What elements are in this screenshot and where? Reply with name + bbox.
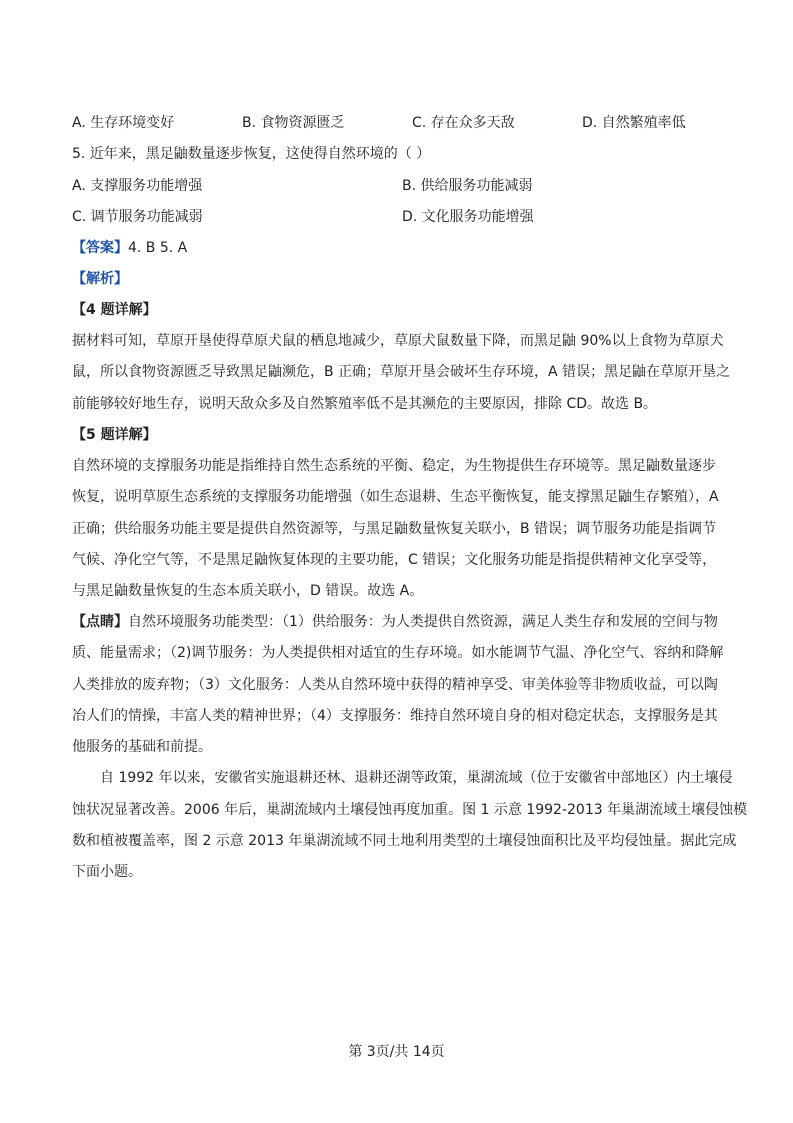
analysis-tag: 【解析】 (72, 271, 128, 287)
q4-option-a: A. 生存环境变好 (72, 115, 175, 131)
tip-first-line (72, 612, 718, 632)
answer-line (72, 238, 724, 258)
tip-line: 他服务的基础和前提。 (72, 739, 212, 755)
q5-option-b: B. 供给服务功能减弱 (402, 178, 533, 194)
q4-option-c: C. 存在众多天敌 (412, 115, 515, 131)
passage-line: 自 1992 年以来，安徽省实施退耕还林、退耕还湖等政策，巢湖流域（位于安徽省中部地区）内土壤侵 (100, 770, 733, 786)
detail4-line: 据材料可知，草原开垦使得草原犬鼠的栖息地减少，草原犬鼠数量下降，而黑足鼬 90%以上食物为草原犬 (72, 333, 724, 349)
passage-line: 蚀状况显著改善。2006 年后，巢湖流域内土壤侵蚀再度加重。图 1 示意 1992-2013 年巢湖流域土壤侵蚀模 (72, 802, 748, 818)
q5-option-a: A. 支撑服务功能增强 (72, 178, 203, 194)
passage-line: 下面小题。 (72, 864, 142, 880)
detail5-line: 气候、净化空气等，不是黑足鼬恢复体现的主要功能，C 错误；文化服务功能是指提供精神文化享受等， (72, 552, 717, 568)
detail4-tag: 【4 题详解】 (72, 302, 157, 318)
q5-stem: 5. 近年来，黑足鼬数量逐步恢复，这使得自然环境的（ ） (72, 146, 431, 162)
tip-line: 人类排放的废弃物；（3）文化服务：人类从自然环境中获得的精神享受、审美体验等非物质收益，可以陶 (72, 677, 718, 693)
tip-line: 冶人们的情操，丰富人类的精神世界；（4）支撑服务：维持自然环境自身的相对稳定状态，支撑服务是其 (72, 708, 718, 724)
detail5-line: 自然环境的支撑服务功能是指维持自然生态系统的平衡、稳定，为生物提供生存环境等。黑足鼬数量逐步 (72, 458, 716, 474)
detail5-line: 恢复，说明草原生态系统的支撑服务功能增强（如生态退耕、生态平衡恢复，能支撑黑足鼬生存繁殖），A (72, 489, 719, 505)
detail5-line: 正确；供给服务功能主要是提供自然资源等，与黑足鼬数量恢复关联小，B 错误；调节服务功能是指调节 (72, 521, 717, 537)
detail4-line: 鼠，所以食物资源匮乏导致黑足鼬濒危，B 正确；草原开垦会破坏生存环境，A 错误；黑足鼬在草原开垦之 (72, 364, 731, 380)
tip-tag: 【点睛】 (72, 614, 128, 630)
q5-option-d: D. 文化服务功能增强 (402, 209, 534, 225)
tip-line: 质、能量需求；（2)调节服务：为人类提供相对适宜的生存环境。如水能调节气温、净化空气、容纳和降解 (72, 645, 724, 661)
q5-option-c: C. 调节服务功能减弱 (72, 209, 203, 225)
answer-tag: 【答案】 (72, 240, 128, 256)
detail5-line: 与黑足鼬数量恢复的生态本质关联小，D 错误。故选 A。 (72, 583, 424, 599)
answer-text: 4. B 5. A (128, 240, 188, 256)
detail5-tag: 【5 题详解】 (72, 427, 157, 443)
page-footer: 第 3页/共 14页 (348, 1044, 445, 1060)
q4-option-d: D. 自然繁殖率低 (582, 115, 686, 131)
q4-option-b: B. 食物资源匮乏 (242, 115, 345, 131)
passage-line: 数和植被覆盖率，图 2 示意 2013 年巢湖流域不同土地利用类型的土壤侵蚀面积比及平均侵蚀量。据此完成 (72, 833, 737, 849)
tip-first-text: 自然环境服务功能类型：（1）供给服务：为人类提供自然资源，满足人类生存和发展的空间与物 (128, 614, 718, 630)
detail4-line: 前能够较好地生存，说明天敌众多及自然繁殖率低不是其濒危的主要原因，排除 CD。故选 B。 (72, 396, 658, 412)
